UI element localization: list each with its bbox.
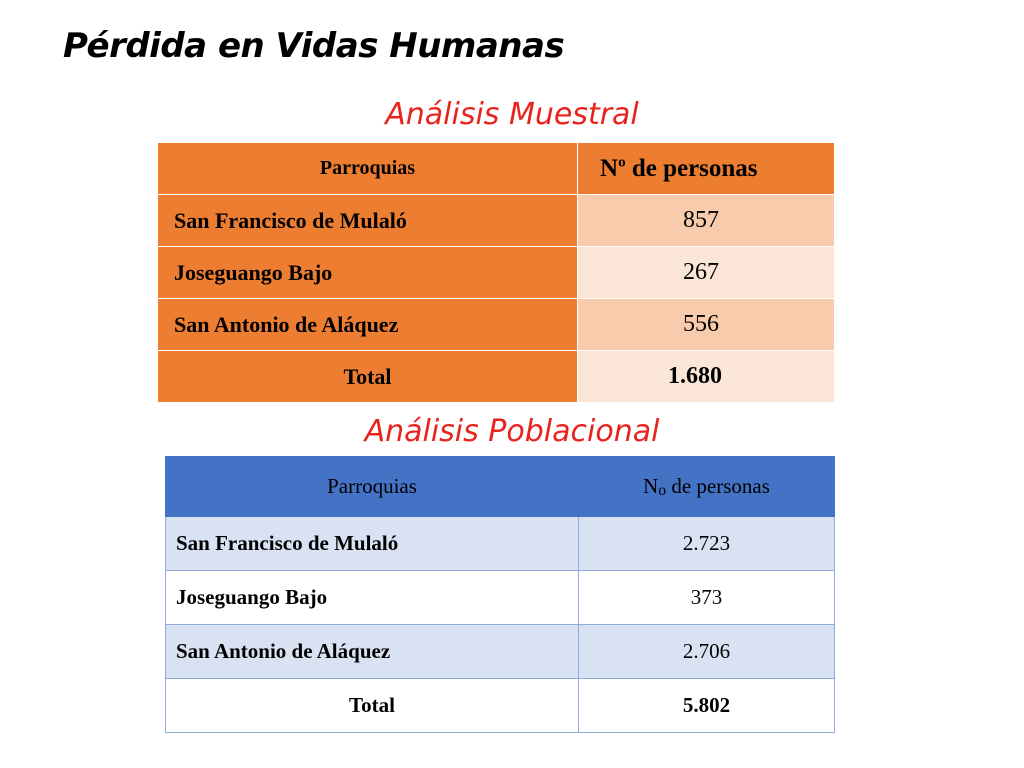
row-personas: 373 [579,571,835,625]
total-label: Total [158,351,578,403]
header-parroquias: Parroquias [166,457,579,517]
poblacional-table [165,456,835,733]
header-personas-n: N [600,154,619,182]
header-parroquias: Parroquias [158,143,578,195]
row-parroquia: San Francisco de Mulaló [158,195,578,247]
poblacional-heading: Análisis Poblacional [364,414,660,449]
header-personas-n: N [643,473,659,498]
total-label: Total [166,679,579,733]
row-personas: 2.706 [579,625,835,679]
total-row [166,679,835,733]
row-personas: 267 [578,247,835,299]
table-row [166,625,835,679]
table-row [158,299,835,351]
header-personas [579,457,835,517]
table-row [166,517,835,571]
table-row [158,195,835,247]
row-parroquia: San Antonio de Aláquez [166,625,579,679]
header-personas [578,143,835,195]
row-parroquia: Joseguango Bajo [166,571,579,625]
row-personas: 2.723 [579,517,835,571]
table-header-row [158,143,835,195]
row-parroquia: Joseguango Bajo [158,247,578,299]
table-header-row [166,457,835,517]
total-row [158,351,835,403]
total-value: 1.680 [578,351,835,403]
muestral-table [157,142,835,403]
header-personas-rest: de personas [666,473,770,498]
table-row [166,571,835,625]
row-parroquia: San Antonio de Aláquez [158,299,578,351]
row-parroquia: San Francisco de Mulaló [166,517,579,571]
table-row [158,247,835,299]
header-personas-rest: de personas [625,154,758,182]
row-personas: 857 [578,195,835,247]
row-personas: 556 [578,299,835,351]
muestral-heading: Análisis Muestral [385,97,639,132]
header-personas-sup: o [618,154,626,171]
page-title: Pérdida en Vidas Humanas [63,26,565,66]
total-value: 5.802 [579,679,835,733]
header-personas-sub: o [658,481,667,499]
